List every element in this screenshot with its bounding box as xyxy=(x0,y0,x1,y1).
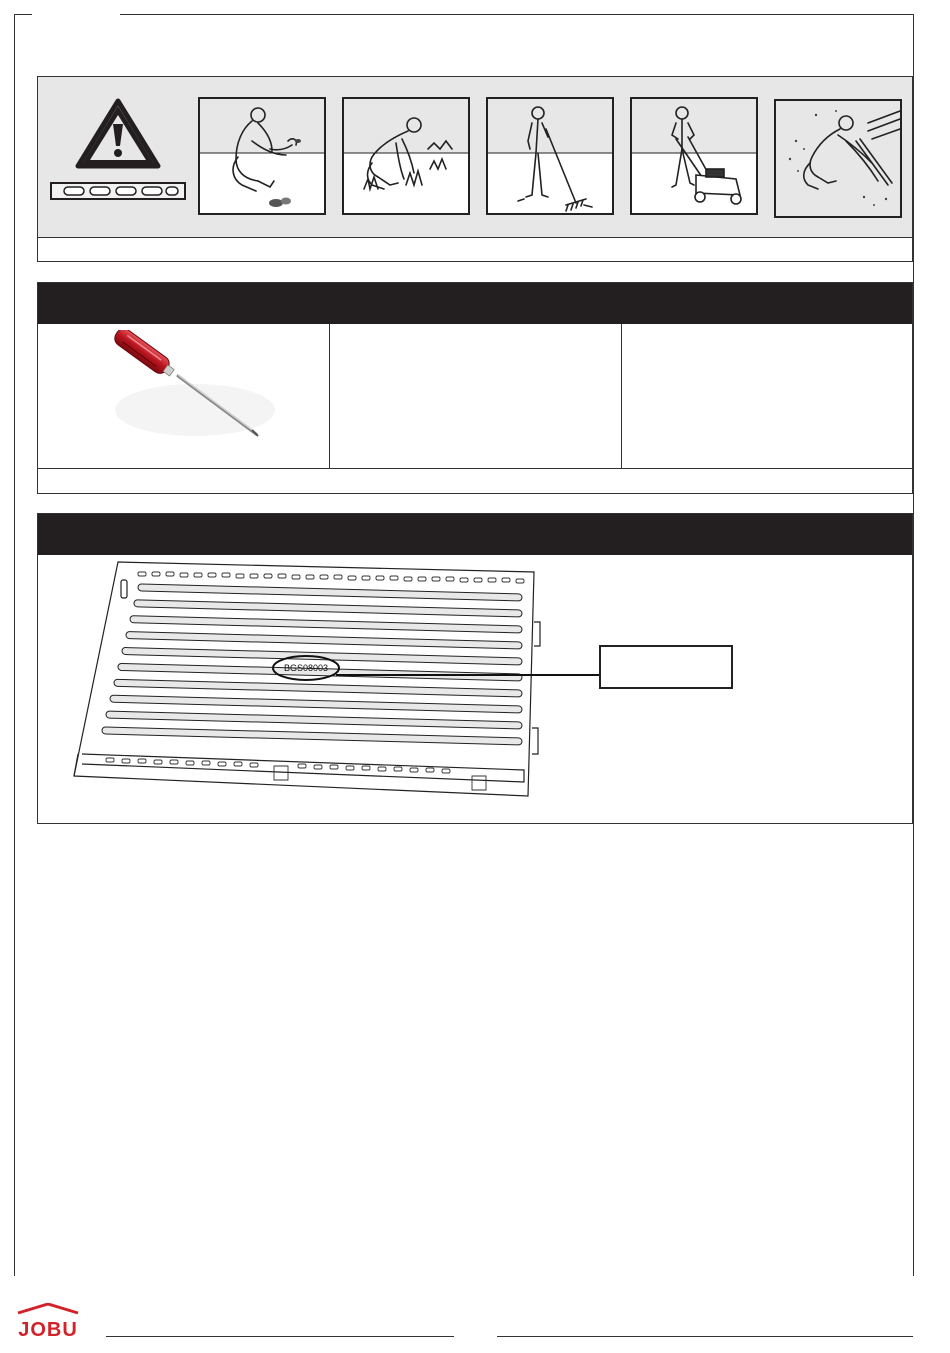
panel-leveling-ground xyxy=(774,99,902,218)
page-frame-right xyxy=(913,14,914,1276)
parts-header-bar xyxy=(38,514,912,555)
person-mowing-lawn-icon xyxy=(632,99,756,213)
panel-mowing xyxy=(630,97,758,215)
brand-logo-text: JOBU xyxy=(18,1319,78,1339)
person-leveling-ground-icon xyxy=(776,101,900,216)
part-callout-box xyxy=(599,645,733,689)
brand-logo xyxy=(14,1303,82,1339)
screwdriver-image xyxy=(100,330,280,444)
tools-column-divider xyxy=(329,324,330,468)
tools-column-divider xyxy=(621,324,622,468)
person-removing-stones-icon xyxy=(200,99,324,213)
floor-panel-icon xyxy=(66,558,546,808)
person-pulling-weeds-icon xyxy=(344,99,468,213)
spirit-level-icon xyxy=(50,182,186,200)
panel-raking xyxy=(486,97,614,215)
part-code-label: BGS08003 xyxy=(283,663,329,673)
floor-panel-drawing xyxy=(66,558,546,808)
warning-icon-group xyxy=(48,96,188,206)
callout-leader-line xyxy=(336,664,600,668)
page-frame-left xyxy=(14,14,15,1276)
site-preparation-caption xyxy=(37,237,913,262)
person-raking-icon xyxy=(488,99,612,213)
tools-footer-row xyxy=(37,468,913,469)
page-frame-top-left xyxy=(14,14,32,15)
panel-remove-stones xyxy=(198,97,326,215)
house-roof-icon xyxy=(14,1303,82,1339)
screwdriver-icon xyxy=(100,330,280,444)
panel-pull-weeds xyxy=(342,97,470,215)
footer-rule-right xyxy=(497,1336,913,1337)
footer-rule-left xyxy=(106,1336,454,1337)
tools-header-bar xyxy=(38,283,912,324)
page-frame-top xyxy=(120,14,914,15)
